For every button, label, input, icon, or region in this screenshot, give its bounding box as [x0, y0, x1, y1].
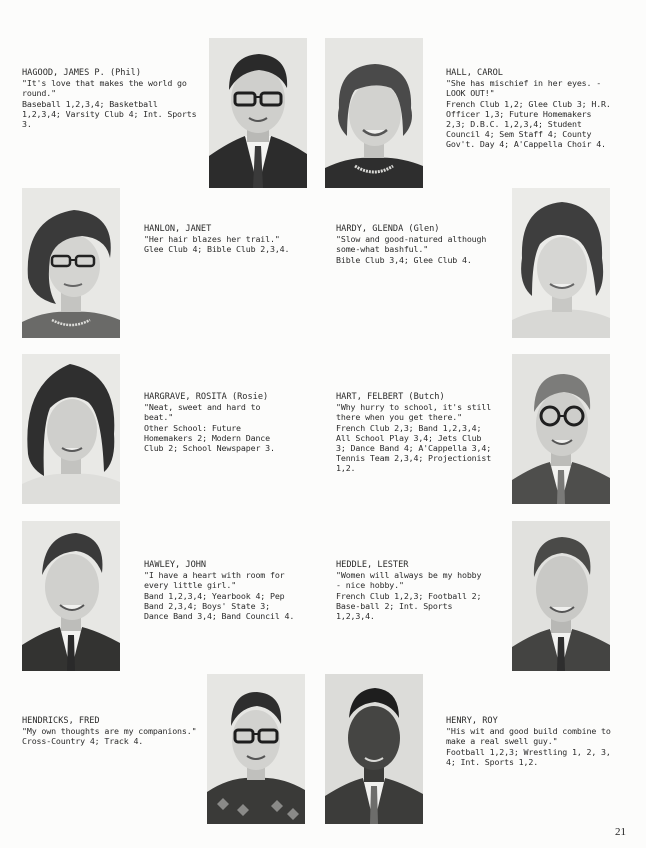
student-activities: Other School: Future Homemakers 2; Modern Dance Club 2; School Newspaper 3.	[144, 422, 275, 454]
student-activities: Cross-Country 4; Track 4.	[22, 736, 144, 747]
portrait-hargrave	[22, 354, 120, 504]
student-quote: "Neat, sweet and hard to beat."	[144, 402, 261, 423]
student-entry-hart	[336, 392, 492, 474]
student-quote: "Her hair blazes her trail."	[144, 234, 280, 245]
student-quote: "His wit and good build combine to make a real swell guy."	[446, 726, 611, 747]
student-activities: Bible Club 3,4; Glee Club 4.	[336, 254, 472, 265]
student-name: HART, FELBERT (Butch)	[336, 392, 445, 402]
portrait-henry	[325, 674, 423, 824]
student-activities: French Club 2,3; Band 1,2,3,4; All School Play 3,4; Jets Club 3; Dance Band 4; A'Cappella 3,4; Tennis Team 2,3,4; Projectionist 1,2.	[336, 422, 492, 474]
portrait-hardy	[512, 188, 610, 338]
portrait-hawley	[22, 521, 120, 671]
student-name: HENDRICKS, FRED	[22, 716, 100, 726]
portrait-hendricks	[207, 674, 305, 824]
student-name: HANLON, JANET	[144, 224, 212, 234]
student-quote: "Women will always be my hobby - nice hobby."	[336, 570, 482, 591]
student-name: HEDDLE, LESTER	[336, 560, 409, 570]
student-entry-hall	[446, 68, 614, 150]
student-entry-hardy	[336, 224, 492, 265]
student-activities: French Club 1,2,3; Football 2; Base-ball 2; Int. Sports 1,2,3,4.	[336, 590, 482, 622]
student-name: HAGOOD, JAMES P. (Phil)	[22, 68, 141, 78]
student-entry-heddle	[336, 560, 488, 621]
student-entry-hanlon	[144, 224, 314, 255]
portrait-hanlon	[22, 188, 120, 338]
student-name: HENRY, ROY	[446, 716, 498, 726]
student-activities: French Club 1,2; Glee Club 3; H.R. Officer 1,3; Future Homemakers 2,3; D.B.C. 1,2,3,4; Student Council 4; Sem Staff 4; County Gov't. Day 4; A'Cappella Choir 4.	[446, 98, 611, 150]
student-name: HARGRAVE, ROSITA (Rosie)	[144, 392, 269, 402]
student-quote: "I have a heart with room for every little girl."	[144, 570, 285, 591]
student-activities: Glee Club 4; Bible Club 2,3,4.	[144, 244, 290, 255]
student-name: HARDY, GLENDA (Glen)	[336, 224, 440, 234]
student-entry-hawley	[144, 560, 298, 621]
portrait-hall	[325, 38, 423, 188]
student-activities: Football 1,2,3; Wrestling 1, 2, 3, 4; Int. Sports 1,2.	[446, 746, 611, 767]
student-activities: Band 1,2,3,4; Yearbook 4; Pep Band 2,3,4; Boys' State 3; Dance Band 3,4; Band Council 4.	[144, 590, 295, 622]
student-entry-hendricks	[22, 716, 200, 747]
student-entry-hargrave	[144, 392, 294, 453]
student-quote: "She has mischief in her eyes. - LOOK OUT!"	[446, 78, 602, 99]
student-entry-henry	[446, 716, 614, 767]
student-quote: "Why hurry to school, it's still there when you get there."	[336, 402, 492, 423]
portrait-hart	[512, 354, 610, 504]
student-activities: Baseball 1,2,3,4; Basketball 1,2,3,4; Varsity Club 4; Int. Sports 3.	[22, 98, 197, 130]
student-quote: "It's love that makes the world go round."	[22, 78, 187, 99]
student-name: HAWLEY, JOHN	[144, 560, 207, 570]
page-number: 21	[615, 826, 626, 838]
student-name: HALL, CAROL	[446, 68, 503, 78]
student-quote: "My own thoughts are my companions."	[22, 726, 197, 737]
portrait-hagood	[209, 38, 307, 188]
portrait-heddle	[512, 521, 610, 671]
student-entry-hagood	[22, 68, 200, 129]
student-quote: "Slow and good-natured although some-what bashful."	[336, 234, 487, 255]
